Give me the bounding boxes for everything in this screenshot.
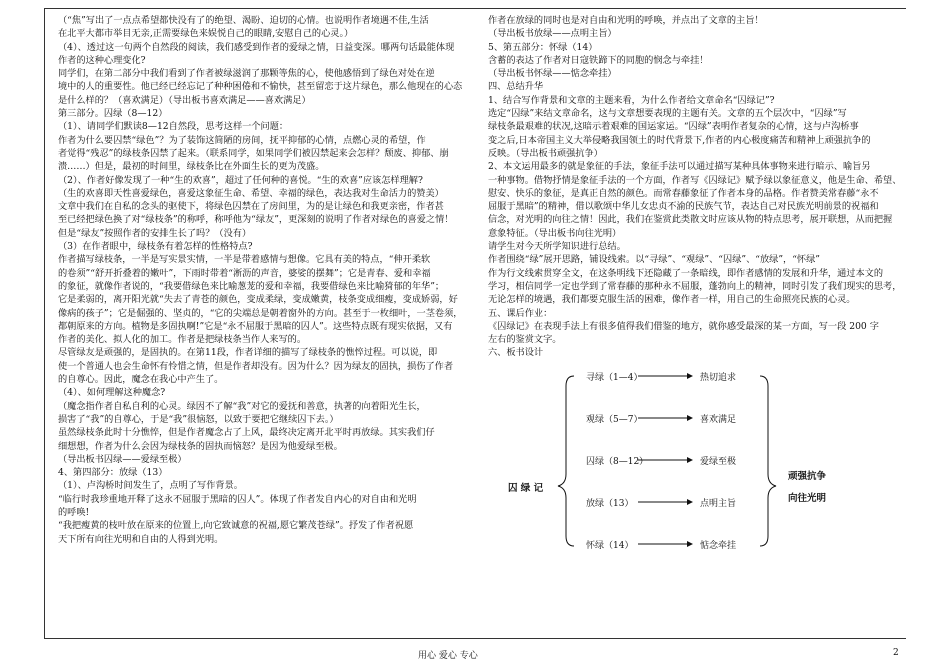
text-line: 绿枝条最艰难的状况,这暗示着艰难的国运家运。“囚绿”表明作者复杂的心情，这与卢沟桥事: [488, 121, 859, 133]
text-line: （1）、请同学们默读8—12自然段，思考这样一个问题：: [58, 121, 289, 133]
text-line: 作者的美化、拟人化的加工。作者是把绿枝条当作人来写的。: [58, 334, 307, 346]
text-line: （1）、卢沟桥时间发生了，点明了写作背景。: [58, 480, 243, 492]
text-line: 2、本文运用最多的就是象征的手法，象征手法可以通过描写某种具体事物来进行暗示、喻旨另: [488, 161, 871, 173]
text-line: 第三部分。囚绿（8—12）: [58, 108, 168, 120]
left-brace: [558, 376, 574, 546]
right-brace: [760, 376, 776, 546]
board-meaning: 热切追求: [700, 373, 737, 383]
text-line: 作为行文线索贯穿全文，在这条明线下还隐藏了一条暗线，即作者感情的发展和升华，通过本文的: [488, 267, 884, 279]
text-line: 作者为什么要囚禁“绿色”？为了装饰这简陋的房间，抚平抑郁的心情，点燃心灵的希望，作: [58, 134, 426, 146]
board-diagram-lines: [488, 364, 904, 564]
text-line: 溃……）但是，最初的时间里，绿枝条比在外面生长的更为茂盛。: [58, 161, 325, 173]
page-frame-left: [44, 8, 45, 638]
board-meaning: 点明主旨: [700, 499, 737, 509]
text-line: （3）在作者眼中，绿枝条有着怎样的性格特点?: [58, 241, 253, 253]
text-line: 作者围绕“绿”展开思路，铺设线索。以“寻绿”、“观绿”、“囚绿”、“放绿”，“怀绿”: [488, 254, 820, 266]
text-line: 是什么样的？（喜欢满足）（导出板书喜欢满足——喜欢满足）: [58, 94, 311, 106]
text-line: 境中的人的重要性。他已经已经忘记了种种困倦和不愉快，甚至留恋于这片绿色，那么他现在的心态: [58, 81, 463, 93]
text-line: 四、总结升华: [488, 81, 544, 93]
text-line: 5、第五部分：怀绿（14）: [488, 41, 598, 53]
board-stage: 观绿（5—7）: [586, 415, 643, 425]
text-line: 像病的孩子”；它是倔强的、坚贞的，“它的尖端总是朝着窗外的方向。甚至于一枚细叶，一茎卷须，: [58, 307, 463, 319]
text-line: 无论怎样的境遇，我们都要克服生活的困难，像作者一样，用自己的生命照亮民族的心灵。: [488, 294, 856, 306]
text-line: 五、课后作业：: [488, 307, 553, 319]
text-line: 1、结合写作背景和文章的主题来看，为什么作者给文章命名“囚绿记”?: [488, 94, 775, 106]
text-line: 变之后,日本帝国主义大举侵略我国领土的时代背景下,作者的内心极度痛苦和精神上顽强抗争的: [488, 134, 871, 146]
text-line: 反映。（导出板书顽强抗争）: [488, 147, 603, 159]
summary-2: 向往光明: [788, 493, 827, 504]
right-column: [488, 14, 904, 360]
text-line: 4、第四部分：放绿（13）: [58, 467, 168, 479]
board-meaning: 惦念牵挂: [700, 541, 737, 551]
text-line: 但是“绿友”按照作者的安排生长了吗？（没有）: [58, 227, 252, 239]
board-meaning: 喜欢满足: [700, 415, 737, 425]
page-number: 2: [893, 648, 899, 658]
text-line: 天下所有向往光明和自由的人得到光明。: [58, 533, 224, 545]
text-line: （魔念指作者自私自利的心灵。绿因不了解“我”对它的爱抚和善意，执著的向着阳光生长，: [58, 400, 426, 412]
text-line: 的卷须”“舒开折叠着的嫩叶”，下雨时带着“淅沥的声音，婆娑的摆舞”；它是青春、爱和幸福: [58, 267, 431, 279]
text-line: 虽然绿枝条此时十分憔悴，但是作者魔念占了上风，最终决定离开北平时再放绿。其实我们仔: [58, 427, 435, 439]
text-line: 同学们，在第二部分中我们看到了作者被绿滋润了那颗等焦的心，使他感悟到了绿色对处在逆: [58, 68, 435, 80]
text-line: （“焦”写出了一点点希望都快没有了的绝望、渴盼、迫切的心情。也说明作者境遇不佳,生活: [58, 15, 429, 26]
text-line: “临行时我珍重地开释了这永不屈服于黑暗的囚人”。体现了作者发自内心的对自由和光明: [58, 493, 417, 505]
text-line: 慰安、快乐的象征，是真正自然的颜色。而常春藤象征了作者本身的品格。作者赞美常春藤“永不: [488, 187, 879, 199]
text-line: 学习，相信同学一定也学到了常春藤的那种永不屈服，蓬勃向上的精神，同时引发了我们现实的思考，: [488, 280, 902, 292]
text-line: 的自尊心。因此，魔念在我心中产生了。: [58, 374, 224, 386]
text-line: “我把瘦黄的枝叶放在原来的位置上,向它致诚意的祝福,愿它繁茂苍绿”。抒发了作者祝愿: [58, 520, 414, 532]
text-line: 细想想，作者为什么会因为绿枝条的固执而恼怒？是因为他爱绿至极。: [58, 440, 343, 452]
board-stage: 怀绿（14）: [586, 541, 634, 551]
page-frame-top: [44, 8, 906, 9]
text-line: 至已经把绿色换了对“绿枝条”的称呼，称呼他为“绿友”，更深刻的说明了作者对绿色的喜爱之情！: [58, 214, 454, 226]
board-stage: 放绿（13）: [586, 499, 634, 509]
text-line: 作者描写绿枝条，一半是写实景实情，一半是带着感情与想像。它具有美的特点，“伸开柔软: [58, 254, 431, 266]
board-meaning: 爱绿至极: [700, 457, 737, 467]
text-line: 左右的鉴赏文字。: [488, 334, 562, 346]
text-line: 意象特征。（导出板书向往光明）: [488, 227, 622, 239]
text-line: 含蓄的表达了作者对日寇铁蹄下的同胞的悯念与牵挂！: [488, 54, 709, 66]
text-line: 尽管绿友是顽强的，是固执的。在第11段，作者详细的描写了绿枝条的憔悴过程。可以说，即: [58, 347, 438, 359]
board-title: 囚 绿 记: [508, 483, 544, 494]
text-line: 文章中我们在自私的念头的驱使下，将绿色囚禁在了房间里，为的是让绿色和我更亲密，作者甚: [58, 201, 444, 213]
text-line: 它是柔弱的，离开阳光就“失去了青苍的颜色，变成柔绿，变成嫩黄，枝条变成细瘦，变成娇弱，好: [58, 294, 458, 306]
board-stage: 寻绿（1—4）: [586, 373, 643, 383]
text-line: 《囚绿记》在表现手法上有很多值得我们借鉴的地方，就你感受最深的某一方面，写一段 200 字: [488, 320, 879, 332]
text-line: （4）、透过这一句两个自然段的阅读，我们感受到作者的爱绿之情，日益变深。哪两句话最能体现: [58, 41, 455, 53]
text-line: （4）、如何理解这种魔念?: [58, 387, 166, 399]
text-line: （导出板书囚绿——爱绿至极）: [58, 453, 187, 465]
text-line: 一种事物。借物抒情是象征手法的一个方面，作者写《囚绿记》赋予绿以象征意义，他是生命、希望、: [488, 174, 902, 186]
text-line: 损害了“我”的自尊心，于是“我”很恼怒，以致于要把它继续囚下去。）: [58, 413, 339, 425]
summary-1: 顽强抗争: [788, 471, 827, 482]
board-stage: 囚绿（8—12）: [586, 457, 649, 467]
footer-motto: 用心 爱心 专心: [418, 651, 478, 661]
text-line: 作者在放绿的同时也是对自由和光明的呼唤，并点出了文章的主旨！: [488, 15, 764, 26]
text-line: 都朝原来的方向。植物是多固执啊!”它是“永不屈服于黑暗的囚人”。这些特点既有现实依据，又有: [58, 320, 453, 332]
text-line: （2）、作者好像发现了一种“生的欢喜”，超过了任何种的喜悦。“生的欢喜”应该怎样理解?: [58, 174, 423, 186]
text-line: 作者的这种心理变化?: [58, 54, 146, 66]
text-line: （生的欢喜即天性喜爱绿色，喜爱这象征生命、希望、幸福的绿色，表达我对生命活力的赞美）: [58, 187, 444, 199]
text-line: 选定“囚绿”来结文章命名，这与文章想要表现的主题有关。文章的五个层次中，“囚绿”写: [488, 108, 847, 120]
board-design-diagram: [488, 364, 904, 564]
page-frame-bottom: [44, 638, 906, 639]
text-line: 在北平大都市举目无亲,正需要绿色来娱悦自己的眼睛,安慰自己的心灵。）: [58, 28, 354, 40]
text-line: 的象征，就像作者说的，“我要借绿色来比喻葱茏的爱和幸福，我要借绿色来比喻猗郁的年华”；: [58, 280, 445, 292]
text-line: （导出板书怀绿——惦念牵挂）: [488, 68, 617, 80]
text-line: 屈服于黑暗”的精神，借以歌颂中华儿女忠贞不渝的民族气节，表达自己对民族光明前景的祝福和: [488, 201, 879, 213]
text-line: 使一个普通人也会生命怀有怜惜之情，但是作者却没有。因为什么？因为绿友的固执，损伤了作者: [58, 360, 454, 372]
left-column: [58, 14, 468, 546]
text-line: 请学生对今天所学知识进行总结。: [488, 241, 626, 253]
text-line: 信念，对光明的向往之情！因此，我们在鉴赏此类散文时应该从物的特点思考，展开联想，从而把握: [488, 214, 893, 226]
text-line: 者觉得“残忍”的绿枝条囚禁了起来。（联系同学，如果同学们被囚禁起来会怎样？颓废、抑郁、崩: [58, 147, 449, 159]
text-line: （导出板书放绿——点明主旨）: [488, 28, 617, 40]
text-line: 的呼唤!: [58, 506, 90, 518]
text-line: 六、板书设计: [488, 347, 544, 359]
